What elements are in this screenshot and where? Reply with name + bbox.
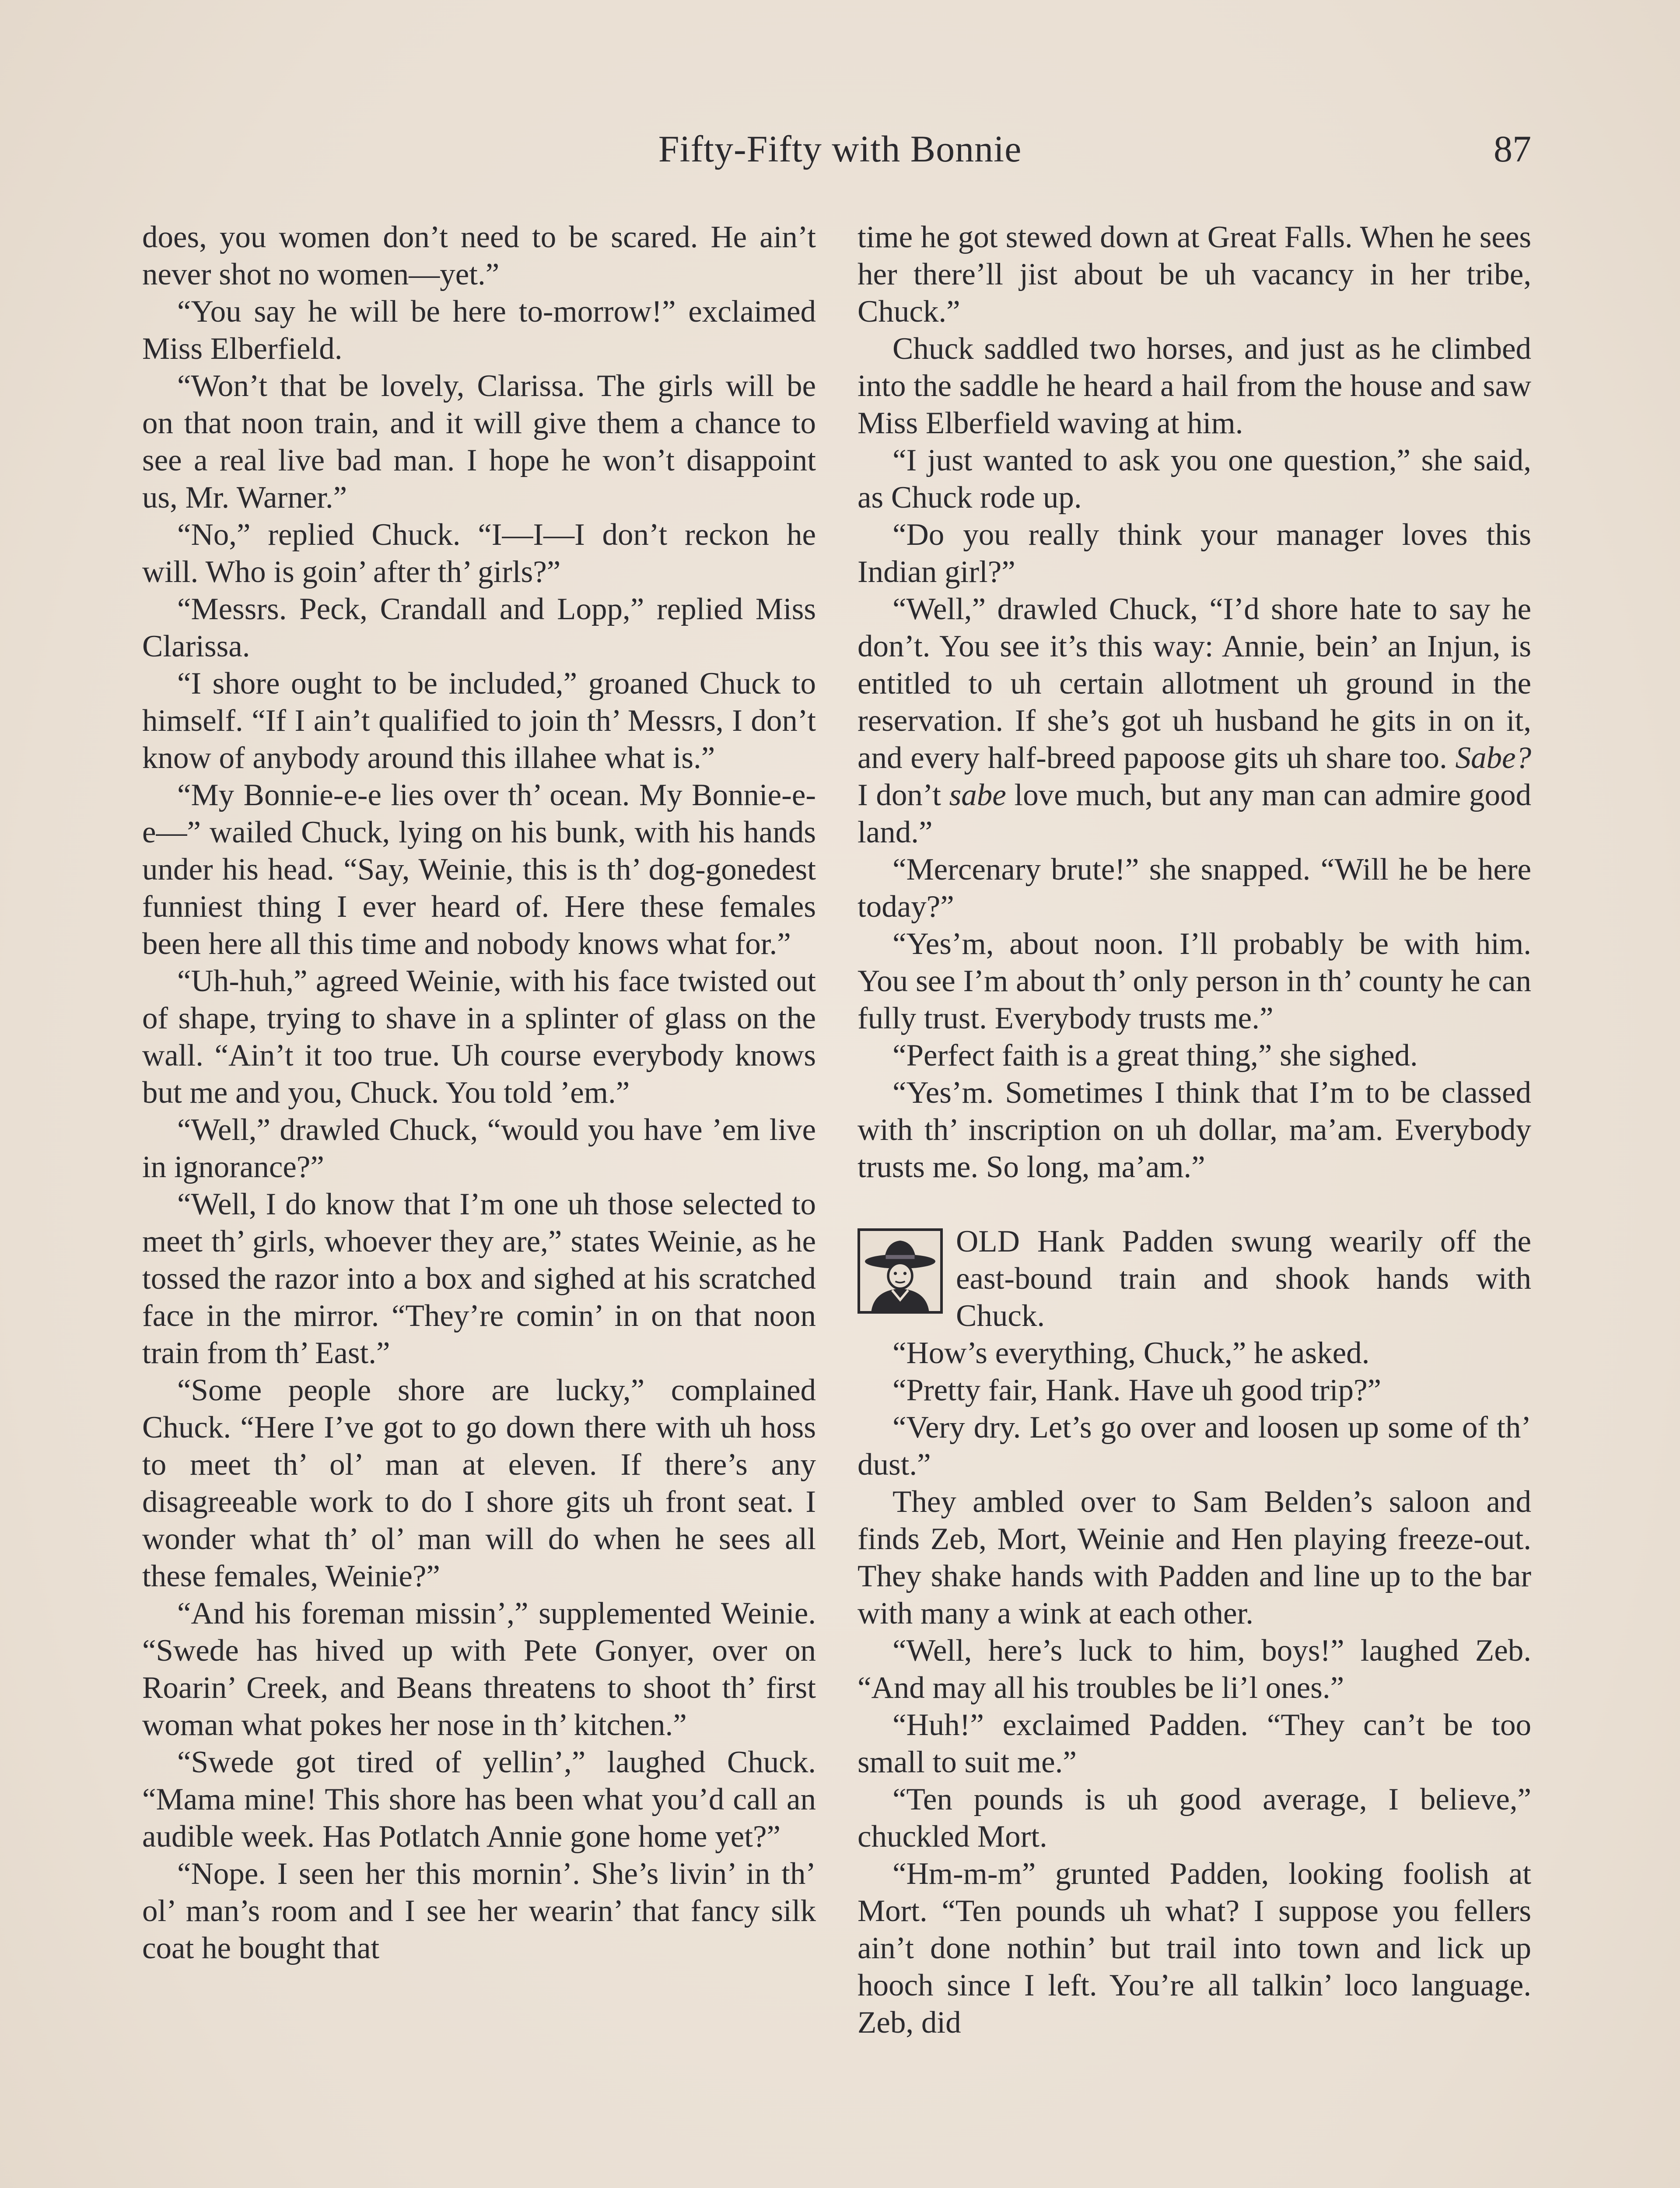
running-head-title: Fifty-Fifty with Bonnie — [658, 128, 1022, 170]
paragraph: “I just wanted to ask you one question,” she said, as Chuck rode up. — [858, 443, 1531, 515]
paragraph: “Yes’m, about noon. I’ll probably be with him. You see I’m about th’ only person in th’ county he can fully trust. Everybody trusts me.” — [858, 927, 1531, 1035]
paragraph: “Yes’m. Sometimes I think that I’m to be classed with th’ inscription on uh dollar, ma’am. Everybody trusts me. So long, ma’am.” — [858, 1076, 1531, 1184]
paragraph: “Huh!” exclaimed Padden. “They can’t be too small to suit me.” — [858, 1708, 1531, 1779]
paragraph-text: “Well,” drawled Chuck, “I’d shore hate to say he don’t. You see it’s this way: Annie, bein’ an Injun, is entitled to uh certain allotment uh ground in the reservation. If she’s got uh husband he gits in on it, and every half-breed papoose gits uh share too. — [858, 592, 1531, 775]
paragraph: “No,” replied Chuck. “I—I—I don’t reckon he will. Who is goin’ after th’ girls?” — [142, 518, 816, 589]
paragraph: “Well, here’s luck to him, boys!” laughed Zeb. “And may all his troubles be li’l ones.” — [858, 1634, 1531, 1705]
paragraph: “I shore ought to be included,” groaned Chuck to himself. “If I ain’t qualified to join th’ Messrs, I don’t know of anybody around this illahee what is.” — [142, 666, 816, 775]
paragraph: OLD Hank Padden swung wearily off the east-bound train and shook hands with Chuck. — [956, 1224, 1531, 1333]
paragraph: “Well,” drawled Chuck, “would you have ’em live in ignorance?” — [142, 1113, 816, 1184]
paragraph: “Nope. I seen her this mornin’. She’s livin’ in th’ ol’ man’s room and I see her wearin’ that fancy silk coat he bought that — [142, 1857, 816, 1965]
left-column — [142, 219, 816, 1967]
right-column — [858, 219, 1531, 2041]
paragraph: “Messrs. Peck, Crandall and Lopp,” replied Miss Clarissa. — [142, 592, 816, 663]
paragraph: “How’s everything, Chuck,” he asked. — [892, 1336, 1370, 1370]
paragraph: “My Bonnie-e-e lies over th’ ocean. My Bonnie-e-e—” wailed Chuck, lying on his bunk, with his hands under his head. “Say, Weinie, this is th’ dog-gonedest funniest thing I ever heard of. Here these females been here all this time and nobody knows what for.” — [142, 778, 816, 961]
paragraph: “Mercenary brute!” she snapped. “Will he be here today?” — [858, 852, 1531, 924]
italic-word: Sabe? — [1455, 741, 1531, 775]
paragraph-text: love much, but any man can admire good land.” — [858, 778, 1532, 849]
paragraph: “And his foreman missin’,” supplemented Weinie. “Swede has hived up with Pete Gonyer, over on Roarin’ Creek, and Beans threatens to shoot th’ first woman what pokes her nose in th’ kitchen.” — [142, 1596, 816, 1742]
italic-word: sabe — [949, 778, 1006, 812]
paragraph: time he got stewed down at Great Falls. When he sees her there’ll jist about be uh vacancy in her tribe, Chuck.” — [858, 220, 1531, 329]
paragraph: “Swede got tired of yellin’,” laughed Chuck. “Mama mine! This shore has been what you’d call an audible week. Has Potlatch Annie gone home yet?” — [142, 1745, 816, 1854]
cowboy-portrait-icon — [858, 1228, 943, 1314]
paragraph: “Ten pounds is uh good average, I believe,” chuckled Mort. — [858, 1782, 1531, 1854]
paragraph: “Perfect faith is a great thing,” she sighed. — [892, 1038, 1418, 1073]
section-start — [858, 1223, 1531, 1335]
paragraph: “Won’t that be lovely, Clarissa. The girls will be on that noon train, and it will give them a chance to see a real live bad man. I hope he won’t disappoint us, Mr. Warner.” — [142, 369, 816, 515]
paragraph: “Well, I do know that I’m one uh those selected to meet th’ girls, whoever they are,” states Weinie, as he tossed the razor into a box and sighed at his scratched face in the mirror. “They’re comin’ in on that noon train from th’ East.” — [142, 1187, 816, 1370]
paragraph: “Very dry. Let’s go over and loosen up some of th’ dust.” — [858, 1410, 1531, 1482]
paragraph-with-italics — [858, 591, 1531, 851]
page-number: 87 — [1494, 128, 1531, 170]
paragraph: Chuck saddled two horses, and just as he climbed into the saddle he heard a hail from the house and saw Miss Elberfield waving at him. — [858, 332, 1531, 440]
paragraph: “Do you really think your manager loves this Indian girl?” — [858, 518, 1531, 589]
paragraph: “You say he will be here to-morrow!” exclaimed Miss Elberfield. — [142, 295, 816, 366]
paragraph: “Hm-m-m” grunted Padden, looking foolish at Mort. “Ten pounds uh what? I suppose you fellers ain’t done nothin’ but trail into town and lick up hooch since I left. You’re all talkin’ loco language. Zeb, did — [858, 1857, 1531, 2040]
paragraph: “Uh-huh,” agreed Weinie, with his face twisted out of shape, trying to shave in a splinter of glass on the wall. “Ain’t it too true. Uh course everybody knows but me and you, Chuck. You told ’em.” — [142, 964, 816, 1110]
paragraph: They ambled over to Sam Belden’s saloon and finds Zeb, Mort, Weinie and Hen playing freeze-out. They shake hands with Padden and line up to the bar with many a wink at each other. — [858, 1485, 1531, 1630]
paragraph: “Pretty fair, Hank. Have uh good trip?” — [892, 1373, 1382, 1407]
paragraph: does, you women don’t need to be scared. He ain’t never shot no women—yet.” — [142, 220, 816, 291]
paragraph: “Some people shore are lucky,” complained Chuck. “Here I’ve got to go down there with uh hoss to meet th’ ol’ man at eleven. If there’s any disagreeable work to do I shore gits uh front seat. I wonder what th’ ol’ man will do when he sees all these females, Weinie?” — [142, 1373, 816, 1593]
paragraph-text: I don’t — [858, 778, 949, 812]
